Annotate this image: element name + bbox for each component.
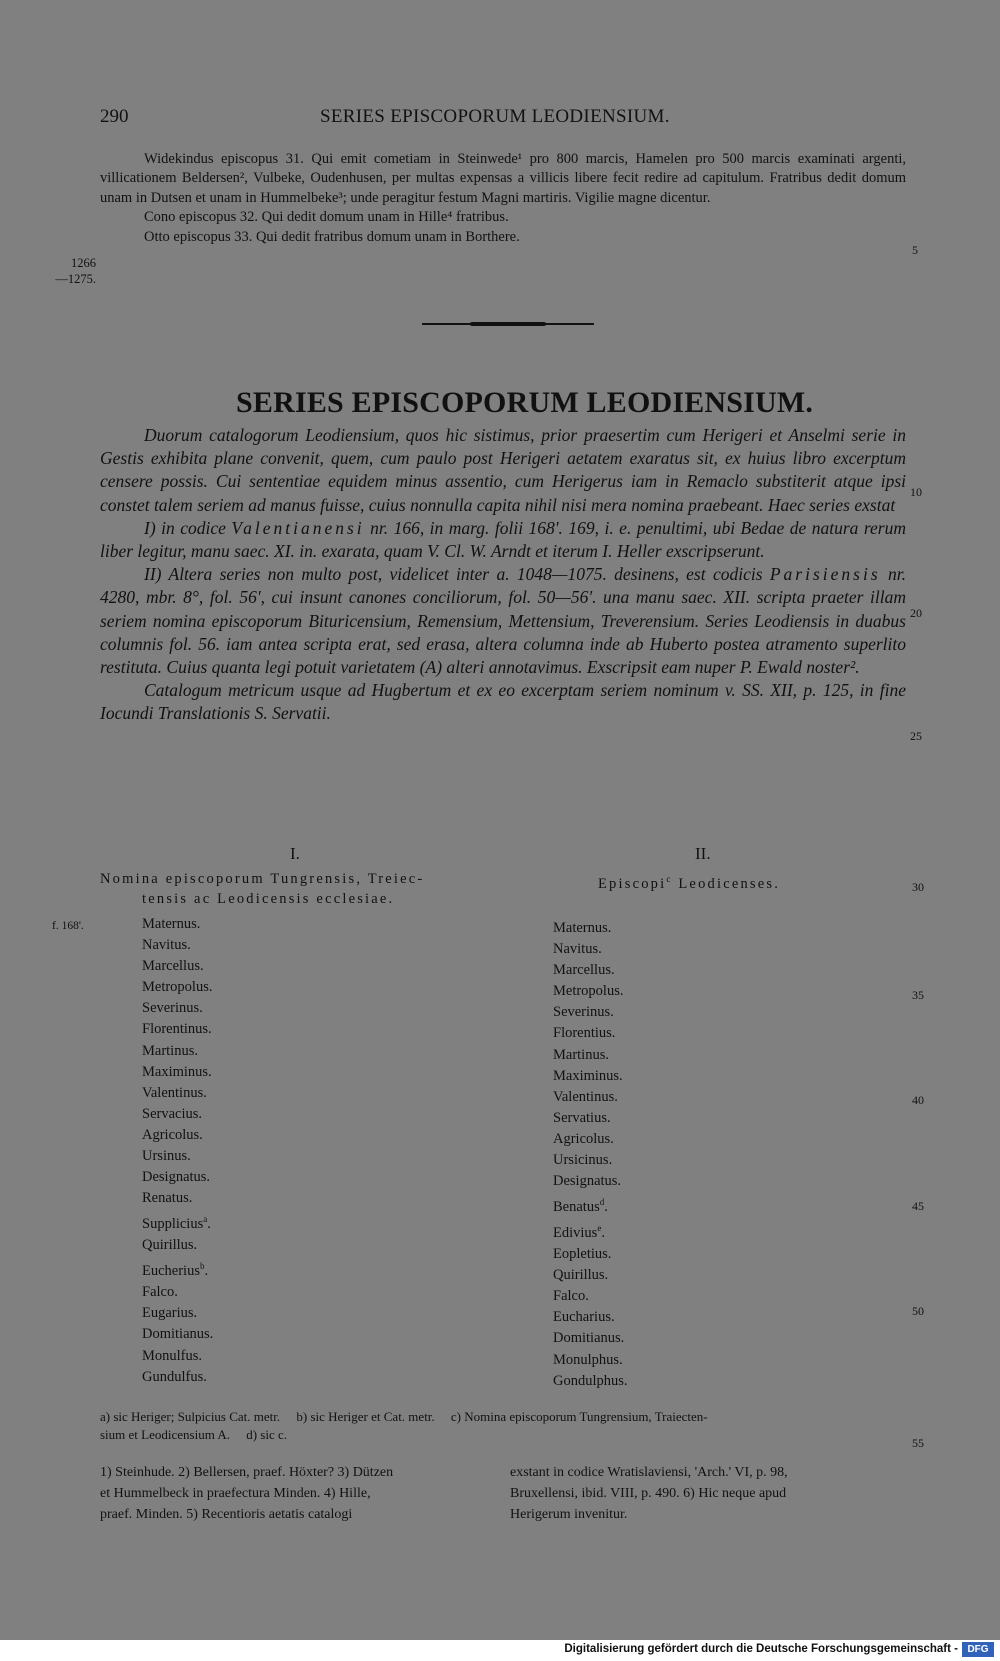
line-number: 25 bbox=[910, 729, 922, 743]
bishop-name-entry bbox=[142, 1125, 213, 1146]
bishop-name: Eugarius. bbox=[142, 1305, 198, 1322]
column-2-list bbox=[553, 918, 628, 1392]
intro-paragraph-1: Duorum catalogorum Leodiensium, quos hic sistimus, prior praesertim cum Herigeri et Anselmi serie in Gestis exhibita plane convenit, quem, cum paulo post Herigeri aetatem exaratus sit, ex huius libro excerptum censere possis. Cui sententiae equidem minus assentio, cum Herigerus iam in Remaclo substiterit atque ipsi constet talem seriem ad manus fuisse, cuius nonnulla capita nihil nisi mera nomina praebeant. Haec series exstat bbox=[100, 425, 906, 515]
bishop-name: Servacius. bbox=[142, 1105, 202, 1122]
intro-text: I) in codice bbox=[144, 517, 232, 538]
footnote-marker: b bbox=[199, 1261, 205, 1272]
bishop-name-entry bbox=[142, 1346, 213, 1367]
footnote-line: Bruxellensi, ibid. VIII, p. 490. 6) Hic neque apud bbox=[510, 1486, 787, 1501]
numbered-footnotes-left bbox=[100, 1462, 498, 1525]
bishop-name-entry bbox=[142, 914, 213, 935]
bishop-name-entry bbox=[553, 1045, 628, 1066]
intro-block bbox=[100, 424, 906, 726]
bishop-name-entry bbox=[553, 1150, 628, 1171]
column-1-heading: Nomina episcoporum Tungrensis, Treiec- bbox=[100, 871, 425, 887]
bishop-name-entry bbox=[142, 1083, 213, 1104]
column-1-numeral: I. bbox=[290, 844, 300, 863]
bishop-name: Gundulfus. bbox=[142, 1368, 207, 1385]
bishop-name: Agricolus. bbox=[553, 1130, 614, 1147]
bishop-name-entry bbox=[553, 1002, 628, 1023]
bishop-name: Designatus. bbox=[142, 1169, 211, 1186]
bishop-name-entry bbox=[142, 956, 213, 977]
heading-text: Episcopi bbox=[598, 875, 667, 892]
bishop-name: Metropolus. bbox=[142, 979, 213, 996]
bishop-name-entry bbox=[553, 1023, 628, 1044]
bishop-name: Martinus. bbox=[142, 1042, 198, 1059]
footnote-line: exstant in codice Wratislaviensi, 'Arch.' VI, p. 98, bbox=[510, 1465, 788, 1480]
bishop-name-entry bbox=[553, 1171, 628, 1192]
bishop-name-entry bbox=[553, 981, 628, 1002]
bishop-name: Marcellus. bbox=[142, 958, 204, 975]
bishop-name-entry bbox=[142, 1041, 213, 1062]
bishop-name-entry bbox=[553, 1108, 628, 1129]
footnote-marker: a bbox=[203, 1214, 208, 1225]
margin-year-end: —1275. bbox=[55, 272, 96, 286]
bishop-name-entry bbox=[553, 1192, 628, 1218]
folio-note: f. 168'. bbox=[52, 920, 84, 932]
paragraph-widekindus: Widekindus episcopus 31. Qui emit cometiam in Steinwede¹ pro 800 marcis, Hamelen pro 500 marcis examinati argenti, villicationem Beldersen², Vulbeke, Oudenhusen, per multas expensas a villicis libere fecit redire ad capitulum. Fratribus dedit domum unam in Dutsen et unam in Hummelbeke³; unde peragitur festum Magni martiris. Vigilie magne dicentur. bbox=[100, 151, 906, 206]
bishop-name-entry bbox=[553, 1328, 628, 1349]
bishop-name: Severinus. bbox=[142, 1000, 203, 1017]
line-number: 40 bbox=[912, 1093, 924, 1107]
bishop-name-entry bbox=[553, 1265, 628, 1286]
margin-year-start: 1266 bbox=[71, 256, 96, 270]
punctuation: . bbox=[604, 1199, 608, 1216]
running-title: SERIES EPISCOPORUM LEODIENSIUM. bbox=[320, 106, 670, 127]
column-1-list bbox=[142, 914, 213, 1388]
bishop-name-entry bbox=[142, 1188, 213, 1209]
line-number: 50 bbox=[912, 1304, 924, 1318]
bishop-name-entry bbox=[142, 998, 213, 1019]
bishop-name: Valentinus. bbox=[553, 1088, 618, 1105]
bishop-name: Monulphus. bbox=[553, 1351, 623, 1368]
line-number: 55 bbox=[912, 1436, 924, 1450]
footnote-line: a) sic Heriger; Sulpicius Cat. metr. b) sic Heriger et Cat. metr. c) Nomina episcoporum Tungrensium, Traiecten- bbox=[100, 1409, 708, 1424]
bishop-name: Ursicinus. bbox=[553, 1152, 613, 1169]
line-number: 10 bbox=[910, 485, 922, 499]
intro-text: II) Altera series non multo post, videlicet inter a. 1048—1075. desinens, est codicis bbox=[144, 564, 770, 585]
bishop-name-entry bbox=[553, 939, 628, 960]
bishop-name: Florentinus. bbox=[142, 1021, 212, 1038]
bishop-name-entry bbox=[142, 935, 213, 956]
line-number: 5 bbox=[912, 243, 918, 257]
column-1-heading-cont: tensis ac Leodicensis ecclesiae. bbox=[142, 891, 395, 907]
bishop-name: Gondulphus. bbox=[553, 1372, 628, 1389]
bishop-name: Renatus. bbox=[142, 1190, 193, 1207]
bishop-name: Eucherius bbox=[142, 1263, 200, 1280]
numbered-footnotes-right bbox=[510, 1462, 906, 1525]
bishop-name: Marcellus. bbox=[553, 962, 615, 979]
punctuation: . bbox=[204, 1263, 209, 1280]
line-number: 45 bbox=[912, 1199, 924, 1213]
digitization-credit: Digitalisierung gefördert durch die Deutsche Forschungsgemeinschaft - bbox=[564, 1643, 958, 1655]
page-number: 290 bbox=[100, 106, 129, 127]
punctuation: . bbox=[207, 1216, 211, 1233]
bishop-name-entry bbox=[142, 1167, 213, 1188]
intro-paragraph-3 bbox=[100, 563, 906, 679]
bishop-name-entry bbox=[142, 1062, 213, 1083]
heading-text: Leodicenses. bbox=[672, 875, 781, 892]
bishop-name: Quirillus. bbox=[142, 1237, 198, 1254]
bishop-name: Edivius bbox=[553, 1224, 598, 1241]
intro-text: nr. 4280, mbr. 8°, fol. 56', cui insunt canones conciliorum, fol. 50—56'. una manu saec. XII. scripta praeter illam seriem nomina episcoporum Bituricensium, Remensium, Mettensium, Treverensium. Series Leodiensis in duabus columnis fol. 56. iam antea scripta erat, sed erasa, altera columna inde ab Huberto postea atramento superlito restituta. Cuius quanta legi potuit varietatem (A) alteri annotavimus. Exscripsit eam nuper P. Ewald noster². bbox=[100, 564, 906, 678]
footnote-marker: e bbox=[597, 1223, 602, 1234]
punctuation: . bbox=[601, 1224, 605, 1241]
footnote-line: et Hummelbeck in praefectura Minden. 4) Hille, bbox=[100, 1486, 371, 1501]
line-number: 35 bbox=[912, 988, 924, 1002]
bishop-name-entry bbox=[142, 1324, 213, 1345]
paragraph-cono: Cono episcopus 32. Qui dedit domum unam in Hille⁴ fratribus. bbox=[144, 209, 509, 226]
bishop-name: Maternus. bbox=[553, 920, 612, 936]
bishop-name: Designatus. bbox=[553, 1173, 622, 1190]
bishop-name: Navitus. bbox=[142, 937, 191, 954]
bishop-name: Eucharius. bbox=[553, 1309, 615, 1326]
bishop-name-entry bbox=[142, 1367, 213, 1388]
footnote-marker: c bbox=[666, 874, 673, 884]
bishop-name-entry bbox=[553, 1307, 628, 1328]
bishop-name: Maximinus. bbox=[142, 1063, 212, 1080]
column-2-heading bbox=[598, 870, 780, 894]
bishop-name-entry bbox=[553, 1350, 628, 1371]
bishop-name: Martinus. bbox=[553, 1046, 609, 1063]
bishop-name-entry bbox=[553, 918, 628, 939]
bishop-name-entry bbox=[142, 1104, 213, 1125]
codex-name: Valentianensi bbox=[231, 517, 365, 538]
bishop-name: Monulfus. bbox=[142, 1347, 203, 1364]
bishop-name-entry bbox=[553, 1244, 628, 1265]
top-text-block bbox=[100, 150, 906, 247]
paragraph-otto: Otto episcopus 33. Qui dedit fratribus domum unam in Borthere. bbox=[144, 228, 520, 245]
intro-paragraph-4: Catalogum metricum usque ad Hugbertum et ex eo excerptam seriem nominum v. SS. XII, p. 125, in fine Iocundi Translationis S. Servatii. bbox=[100, 680, 906, 724]
footnote-line: praef. Minden. 5) Recentioris aetatis catalogi bbox=[100, 1507, 353, 1522]
bishop-name: Domitianus. bbox=[553, 1330, 625, 1347]
bishop-name: Falco. bbox=[142, 1284, 178, 1301]
bishop-name: Domitianus. bbox=[142, 1326, 214, 1343]
section-title: SERIES EPISCOPORUM LEODIENSIUM. bbox=[236, 386, 814, 419]
intro-paragraph-2 bbox=[100, 517, 906, 563]
bishop-name: Eopletius. bbox=[553, 1246, 612, 1263]
bishop-name: Agricolus. bbox=[142, 1126, 203, 1143]
bishop-name-entry bbox=[553, 1087, 628, 1108]
bishop-name: Metropolus. bbox=[553, 983, 624, 1000]
line-number: 30 bbox=[912, 880, 924, 894]
bishop-name-entry bbox=[142, 1209, 213, 1235]
codex-name: Parisiensis bbox=[769, 564, 881, 585]
letter-footnotes bbox=[100, 1408, 906, 1443]
bishop-name: Supplicius bbox=[142, 1216, 204, 1233]
footnote-line: 1) Steinhude. 2) Bellersen, praef. Höxter? 3) Dützen bbox=[100, 1465, 394, 1480]
bishop-name: Navitus. bbox=[553, 941, 602, 958]
line-number: 20 bbox=[910, 606, 922, 620]
bishop-name: Severinus. bbox=[553, 1004, 614, 1021]
bishop-name-entry bbox=[553, 1066, 628, 1087]
bishop-name-entry bbox=[553, 960, 628, 981]
bishop-name: Maximinus. bbox=[553, 1067, 623, 1084]
bishop-name-entry bbox=[142, 977, 213, 998]
bishop-name-entry bbox=[553, 1218, 628, 1244]
bishop-name-entry bbox=[553, 1286, 628, 1307]
bishop-name: Valentinus. bbox=[142, 1084, 207, 1101]
bishop-name-entry bbox=[142, 1019, 213, 1040]
section-divider-center bbox=[470, 322, 546, 326]
column-2-numeral: II. bbox=[695, 844, 711, 863]
bishop-name-entry bbox=[142, 1256, 213, 1282]
footnote-line: Herigerum invenitur. bbox=[510, 1507, 628, 1522]
bishop-name: Florentius. bbox=[553, 1025, 616, 1042]
bishop-name: Servatius. bbox=[553, 1109, 611, 1126]
bishop-name-entry bbox=[142, 1282, 213, 1303]
bishop-name: Benatus bbox=[553, 1199, 600, 1216]
bishop-name: Quirillus. bbox=[553, 1267, 609, 1284]
bishop-name-entry bbox=[553, 1129, 628, 1150]
bishop-name: Falco. bbox=[553, 1288, 589, 1305]
bishop-name: Maternus. bbox=[142, 916, 201, 932]
footnote-marker: d bbox=[599, 1197, 605, 1208]
dfg-logo: DFG bbox=[962, 1642, 994, 1657]
bishop-name-entry bbox=[142, 1303, 213, 1324]
bishop-name-entry bbox=[142, 1146, 213, 1167]
intro-text: nr. 166, in marg. folii 168'. 169, i. e. penultimi, ubi Bedae de natura rerum liber legitur, manu saec. XI. in. exarata, quam V. Cl. W. Arndt et iterum I. Heller exscripserunt. bbox=[100, 517, 907, 562]
bishop-name: Ursinus. bbox=[142, 1148, 191, 1165]
bishop-name-entry bbox=[553, 1371, 628, 1392]
footnote-line: sium et Leodicensium A. d) sic c. bbox=[100, 1426, 288, 1442]
bishop-name-entry bbox=[142, 1235, 213, 1256]
